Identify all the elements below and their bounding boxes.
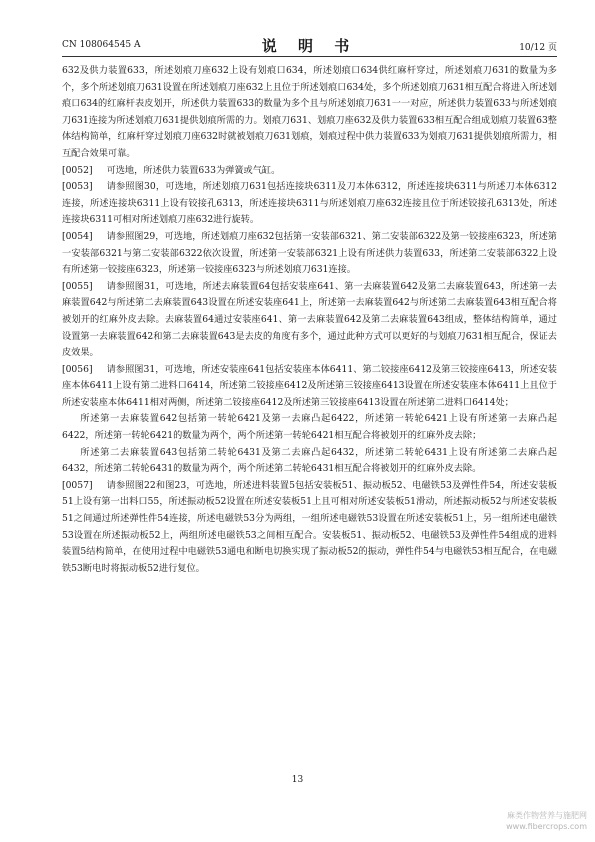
paragraph-0053 — [62, 179, 557, 229]
page-header — [62, 34, 557, 57]
paragraph-text: 请参照图30，可选地，所述划痕刀631包括连接块6311及刀本体6312，所述连接块6311与所述刀本体6312连接，所述连接块6311上设有铰接孔6313，所述连接块6311与所述划痕刀座632连接且位于所述铰接孔6313处，所述连接块6311可相对所述划痕刀座632进行旋转。 — [62, 181, 557, 226]
paragraph-number: [0057] — [62, 479, 93, 491]
paragraph-text: 请参照图31，可选地，所述安装座641包括安装座本体6411、第二铰接座6412及第三铰接座6413，所述安装座本体6411上设有第二进料口6414，所述第二铰接座6412及所述第三铰接座6413设置在所述安装座本体6411上且位于所述安装座本体6411相对两侧，所述第二铰接座6412及所述第三铰接座6413设置在所述第二进料口6414处； — [62, 363, 557, 408]
paragraph-number: [0053] — [62, 181, 93, 193]
paragraph-text: 所述第二去麻装置643包括第二转轮6431及第二去麻凸起6432，所述第二转轮6431上设有所述第二去麻凸起6432，所述第二转轮6431的数量为两个，两个所述第二转轮6431相互配合将被划开的红麻外皮去除。 — [62, 446, 557, 475]
paragraph-number: [0052] — [62, 164, 93, 176]
watermark — [506, 810, 587, 832]
paragraph-second-remover — [62, 445, 557, 478]
page-reference: 10/12 页 — [519, 43, 557, 53]
paragraph-number: [0054] — [62, 230, 93, 242]
paragraph-text: 请参照图31，可选地，所述去麻装置64包括安装座641、第一去麻装置642及第二去麻装置643，所述第一去麻装置642与所述第二去麻装置643设置在所述安装座641上，所述第一去麻装置642与所述第二去麻装置643相互配合将被划开的红麻外皮去除。去麻装置64通过安装座641、第一去麻装置642及第二去麻装置643组成，整体结构简单，通过设置第一去麻装置642和第二去麻装置643是去皮的角度有多个，通过此种方式可以更好的与划痕刀631相互配合，保证去皮效果。 — [62, 280, 557, 359]
document-body — [62, 63, 557, 577]
paragraph-text: 请参照图22和图23，可选地，所述进料装置5包括安装板51、振动板52、电磁铁53及弹性件54，所述安装板51上设有第一出料口55，所述振动板52设置在所述安装板51上且可相对所述安装板51滑动，所述振动板52与所述安装板51之间通过所述弹性件54连接，所述电磁铁53分为两组，一组所述电磁铁53设置在所述安装板51上，另一组所述电磁铁53设置在所述振动板52上，两组所述电磁铁53之间相互配合。安装板51、振动板52、电磁铁53及弹性件54组成的进料装置5结构简单，在使用过程中电磁铁53通电和断电切换实现了振动板52的振动，弹性件54与电磁铁53相互配合，在电磁铁53断电时将振动板52进行复位。 — [62, 479, 557, 574]
paragraph-0054 — [62, 229, 557, 279]
paragraph-first-remover — [62, 411, 557, 444]
paragraph — [62, 63, 557, 163]
page-number: 13 — [291, 775, 304, 785]
document-title: 说 明 书 — [261, 37, 358, 55]
paragraph-number: [0056] — [62, 363, 93, 375]
paragraph-text: 所述第一去麻装置642包括第一转轮6421及第一去麻凸起6422，所述第一转轮6421上设有所述第一去麻凸起6422，所述第一转轮6421的数量为两个，两个所述第一转轮6421相互配合将被划开的红麻外皮去除； — [62, 413, 557, 442]
paragraph-text: 可选地，所述供力装置633为弹簧或气缸。 — [106, 164, 281, 176]
paragraph-0056 — [62, 362, 557, 412]
watermark-line1: 麻类作物营养与施肥网 — [507, 811, 587, 820]
paragraph-text: 632及供力装置633，所述划痕刀座632上设有划痕口634，所述划痕口634供红麻杆穿过，所述划痕刀631的数量为多个，多个所述划痕刀631设置在所述划痕刀座632上且位于所述划痕口634处，多个所述划痕刀631相互配合将进入所述划痕口634的红麻杆表皮划开，所述供力装置633的数量为多个且与所述划痕刀631一一对应，所述供力装置633与所述划痕刀631连接为所述划痕刀631提供划痕所需的力。划痕刀631、划痕刀座632及供力装置633相互配合组成划痕刀装置63整体结构简单，红麻杆穿过划痕刀座632时就被划痕刀631划痕，划痕过程中供力装置633为划痕刀631提供划痕所需力，相互配合效果可靠。 — [62, 65, 557, 159]
document-number: CN 108064545 A — [62, 40, 141, 50]
paragraph-0057 — [62, 478, 557, 578]
paragraph-text: 请参照图29，可选地，所述划痕刀座632包括第一安装部6321、第二安装部6322及第一铰接座6323，所述第一安装部6321与第二安装部6322依次设置，所述第一安装部6321上设有所述供力装置633，所述第二安装部6322上设有所述第一铰接座6323，所述第一铰接座6323与所述划痕刀631连接。 — [62, 230, 557, 276]
paragraph-0052 — [62, 163, 557, 180]
paragraph-number: [0055] — [62, 280, 93, 292]
watermark-line2: www.fibercrops.com — [506, 822, 587, 831]
paragraph-0055 — [62, 279, 557, 362]
